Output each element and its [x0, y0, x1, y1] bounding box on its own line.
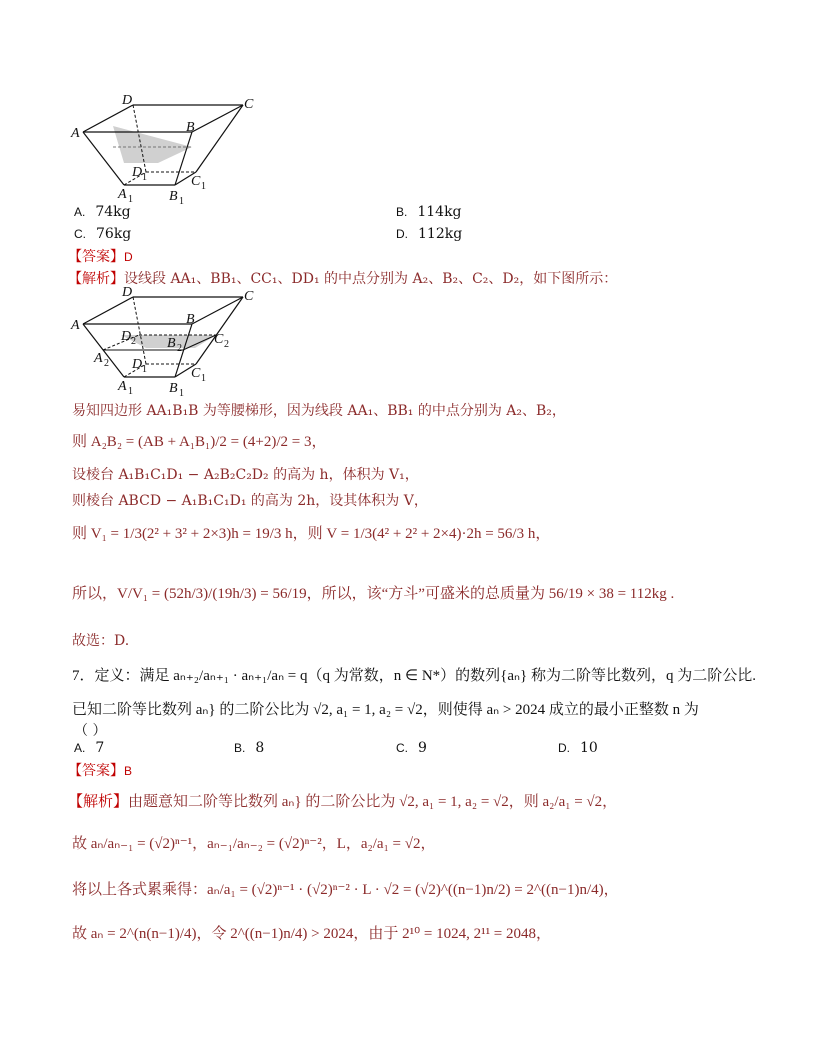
q6-option-c: C. 76kg — [74, 226, 132, 242]
label-B: B — [186, 312, 195, 327]
q6-line-volumes: 则 V₁ = 1/3(2² + 3² + 2×3)h = 19/3 h，则 V = 1/3(4² + 2² + 2×4)·2h = 56/3 h， — [72, 526, 551, 542]
label-C: C — [244, 97, 254, 112]
q7-analysis-line4: 故 aₙ = 2^(n(n−1)/4)，令 2^((n−1)n/4) > 2024，由于 2¹⁰ = 1024, 2¹¹ = 2048， — [72, 926, 552, 942]
q7-answer: 【答案】B — [68, 763, 133, 779]
q6-option-b: B. 114kg — [396, 204, 462, 220]
svg-text:2: 2 — [131, 336, 136, 347]
svg-text:1: 1 — [128, 194, 133, 205]
q6-line-height-2h: 则棱台 ABCD − A₁B₁C₁D₁ 的高为 2h，设其体积为 V， — [72, 493, 428, 509]
q7-analysis-line2: 故 aₙ/aₙ₋₁ = (√2)ⁿ⁻¹，aₙ₋₁/aₙ₋₂ = (√2)ⁿ⁻²，L，a₂/a₁ = √2， — [72, 836, 436, 852]
label-D: D — [122, 285, 133, 300]
q7-stem-blank: （ ） — [74, 723, 107, 739]
q7-stem-line2: 已知二阶等比数列 aₙ} 的二阶公比为 √2, a₁ = 1, a₂ = √2，则使得 aₙ > 2024 成立的最小正整数 n 为 — [72, 702, 699, 718]
svg-text:1: 1 — [201, 373, 206, 384]
svg-text:1: 1 — [179, 196, 184, 207]
q6-answer: 【答案】D — [68, 249, 133, 265]
label-A1: A — [118, 379, 127, 394]
svg-text:2: 2 — [177, 343, 182, 354]
svg-text:1: 1 — [201, 181, 206, 192]
q7-option-b: B. 8 — [234, 740, 265, 756]
svg-text:1: 1 — [142, 172, 147, 183]
label-A: A — [71, 318, 80, 333]
label-D2: D — [121, 329, 132, 344]
q6-line-trapezoid: 易知四边形 AA₁B₁B 为等腰梯形，因为线段 AA₁、BB₁ 的中点分别为 A₂、B₂， — [72, 403, 566, 419]
label-C: C — [244, 289, 254, 304]
svg-text:2: 2 — [104, 358, 109, 369]
label-A1: A — [118, 187, 127, 202]
label-B1: B — [169, 381, 178, 396]
q7-analysis-line1: 【解析】由题意知二阶等比数列 aₙ} 的二阶公比为 √2, a₁ = 1, a₂ = √2，则 a₂/a₁ = √2， — [68, 794, 618, 810]
svg-text:1: 1 — [179, 388, 184, 399]
svg-text:1: 1 — [128, 386, 133, 397]
q7-option-d: D. 10 — [558, 740, 598, 756]
figure-frustum-2 — [66, 284, 266, 399]
label-C1: C — [191, 366, 201, 381]
label-C1: C — [191, 174, 201, 189]
q6-option-a: A. 74kg — [74, 204, 131, 220]
label-C2: C — [214, 332, 224, 347]
svg-text:1: 1 — [142, 364, 147, 375]
svg-text:2: 2 — [224, 339, 229, 350]
q6-line-midline: 则 A₂B₂ = (AB + A₁B₁)/2 = (4+2)/2 = 3， — [72, 434, 327, 450]
q6-option-d: D. 112kg — [396, 226, 463, 242]
label-B2: B — [167, 336, 176, 351]
q7-option-c: C. 9 — [396, 740, 427, 756]
label-A: A — [71, 126, 80, 141]
q7-stem-line1: 7．定义：满足 aₙ₊₂/aₙ₊₁ · aₙ₊₁/aₙ = q（q 为常数，n ∈ N*）的数列{aₙ} 称为二阶等比数列，q 为二阶公比. — [72, 668, 756, 684]
label-A2: A — [94, 351, 103, 366]
figure-frustum-1 — [66, 92, 266, 207]
label-D1: D — [132, 357, 143, 372]
q7-analysis-line3: 将以上各式累乘得：aₙ/a₁ = (√2)ⁿ⁻¹ · (√2)ⁿ⁻² · L · √2 = (√2)^((n−1)n/2) = 2^((n−1)n/4)， — [72, 882, 619, 898]
label-D: D — [122, 93, 133, 108]
label-B1: B — [169, 189, 178, 204]
q7-option-a: A. 7 — [74, 740, 105, 756]
label-B: B — [186, 120, 195, 135]
q6-line-ratio: 所以，V/V₁ = (52h/3)/(19h/3) = 56/19，所以，该“方斗”可盛米的总质量为 56/19 × 38 = 112kg . — [72, 586, 675, 602]
q6-conclusion: 故选：D. — [72, 633, 130, 649]
q6-line-height-h: 设棱台 A₁B₁C₁D₁ − A₂B₂C₂D₂ 的高为 h，体积为 V₁， — [72, 467, 419, 483]
q6-analysis-intro: 【解析】设线段 AA₁、BB₁、CC₁、DD₁ 的中点分别为 A₂、B₂、C₂、D₂，如下图所示： — [68, 271, 618, 287]
label-D1: D — [132, 165, 143, 180]
